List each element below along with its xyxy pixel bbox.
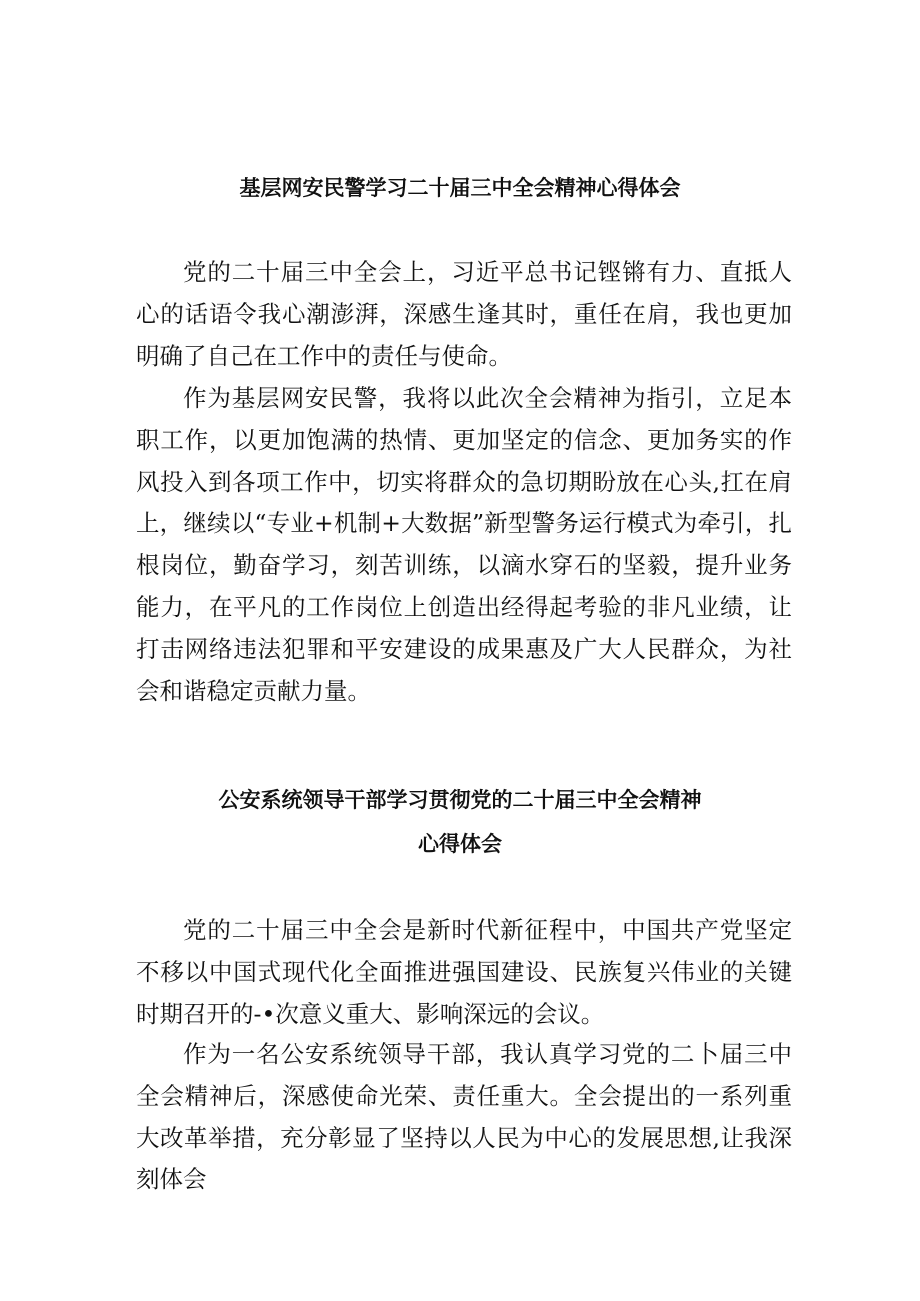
article1-paragraph-2: 作为基层网安民警，我将以此次全会精神为指引，立足本职工作，以更加饱满的热情、更加坚定的信念、更加务实的作风投入到各项工作中，切实将群众的急切期盼放在心头,扛在肩上，继续以“专业+机制+大数据”新型警务运行模式为牵引，扎根岗位，勤奋学习，刻苦训练，以滴水穿石的坚毅，提升业务能力，在平凡的工作岗位上创造出经得起考验的非凡业绩，让打击网络违法犯罪和平安建设的成果惠及广大人民群众，为社会和谐稳定贡献力量。: [136, 384, 792, 705]
article1-paragraph-1: 党的二十届三中全会上，习近平总书记铿锵有力、直抵人心的话语令我心潮澎湃，深感生逢其时，重任在肩，我也更加明确了自己在工作中的责任与使命。: [136, 258, 792, 370]
article2-paragraph-2: 作为一名公安系统领导干部，我认真学习党的二卜届三中全会精神后，深感使命光荣、责任重大。全会提出的一系列重大改革举措，充分彰显了坚持以人民为中心的发展思想,让我深刻体会: [136, 1040, 792, 1194]
article2-title-line1: 公安系统领导干部学习贯彻党的二十届三中全会精神: [218, 787, 702, 812]
article2-title: [0, 778, 920, 866]
article1-title: 基层网安民警学习二十届三中全会精神心得体会: [239, 175, 681, 200]
article2-paragraph-1: 党的二十届三中全会是新时代新征程中，中国共产党坚定不移以中国式现代化全面推进强国建设、民族复兴伟业的关键时期召开的-•次意义重大、影响深远的会议。: [136, 916, 792, 1028]
article2-title-line2: 心得体会: [418, 831, 502, 856]
